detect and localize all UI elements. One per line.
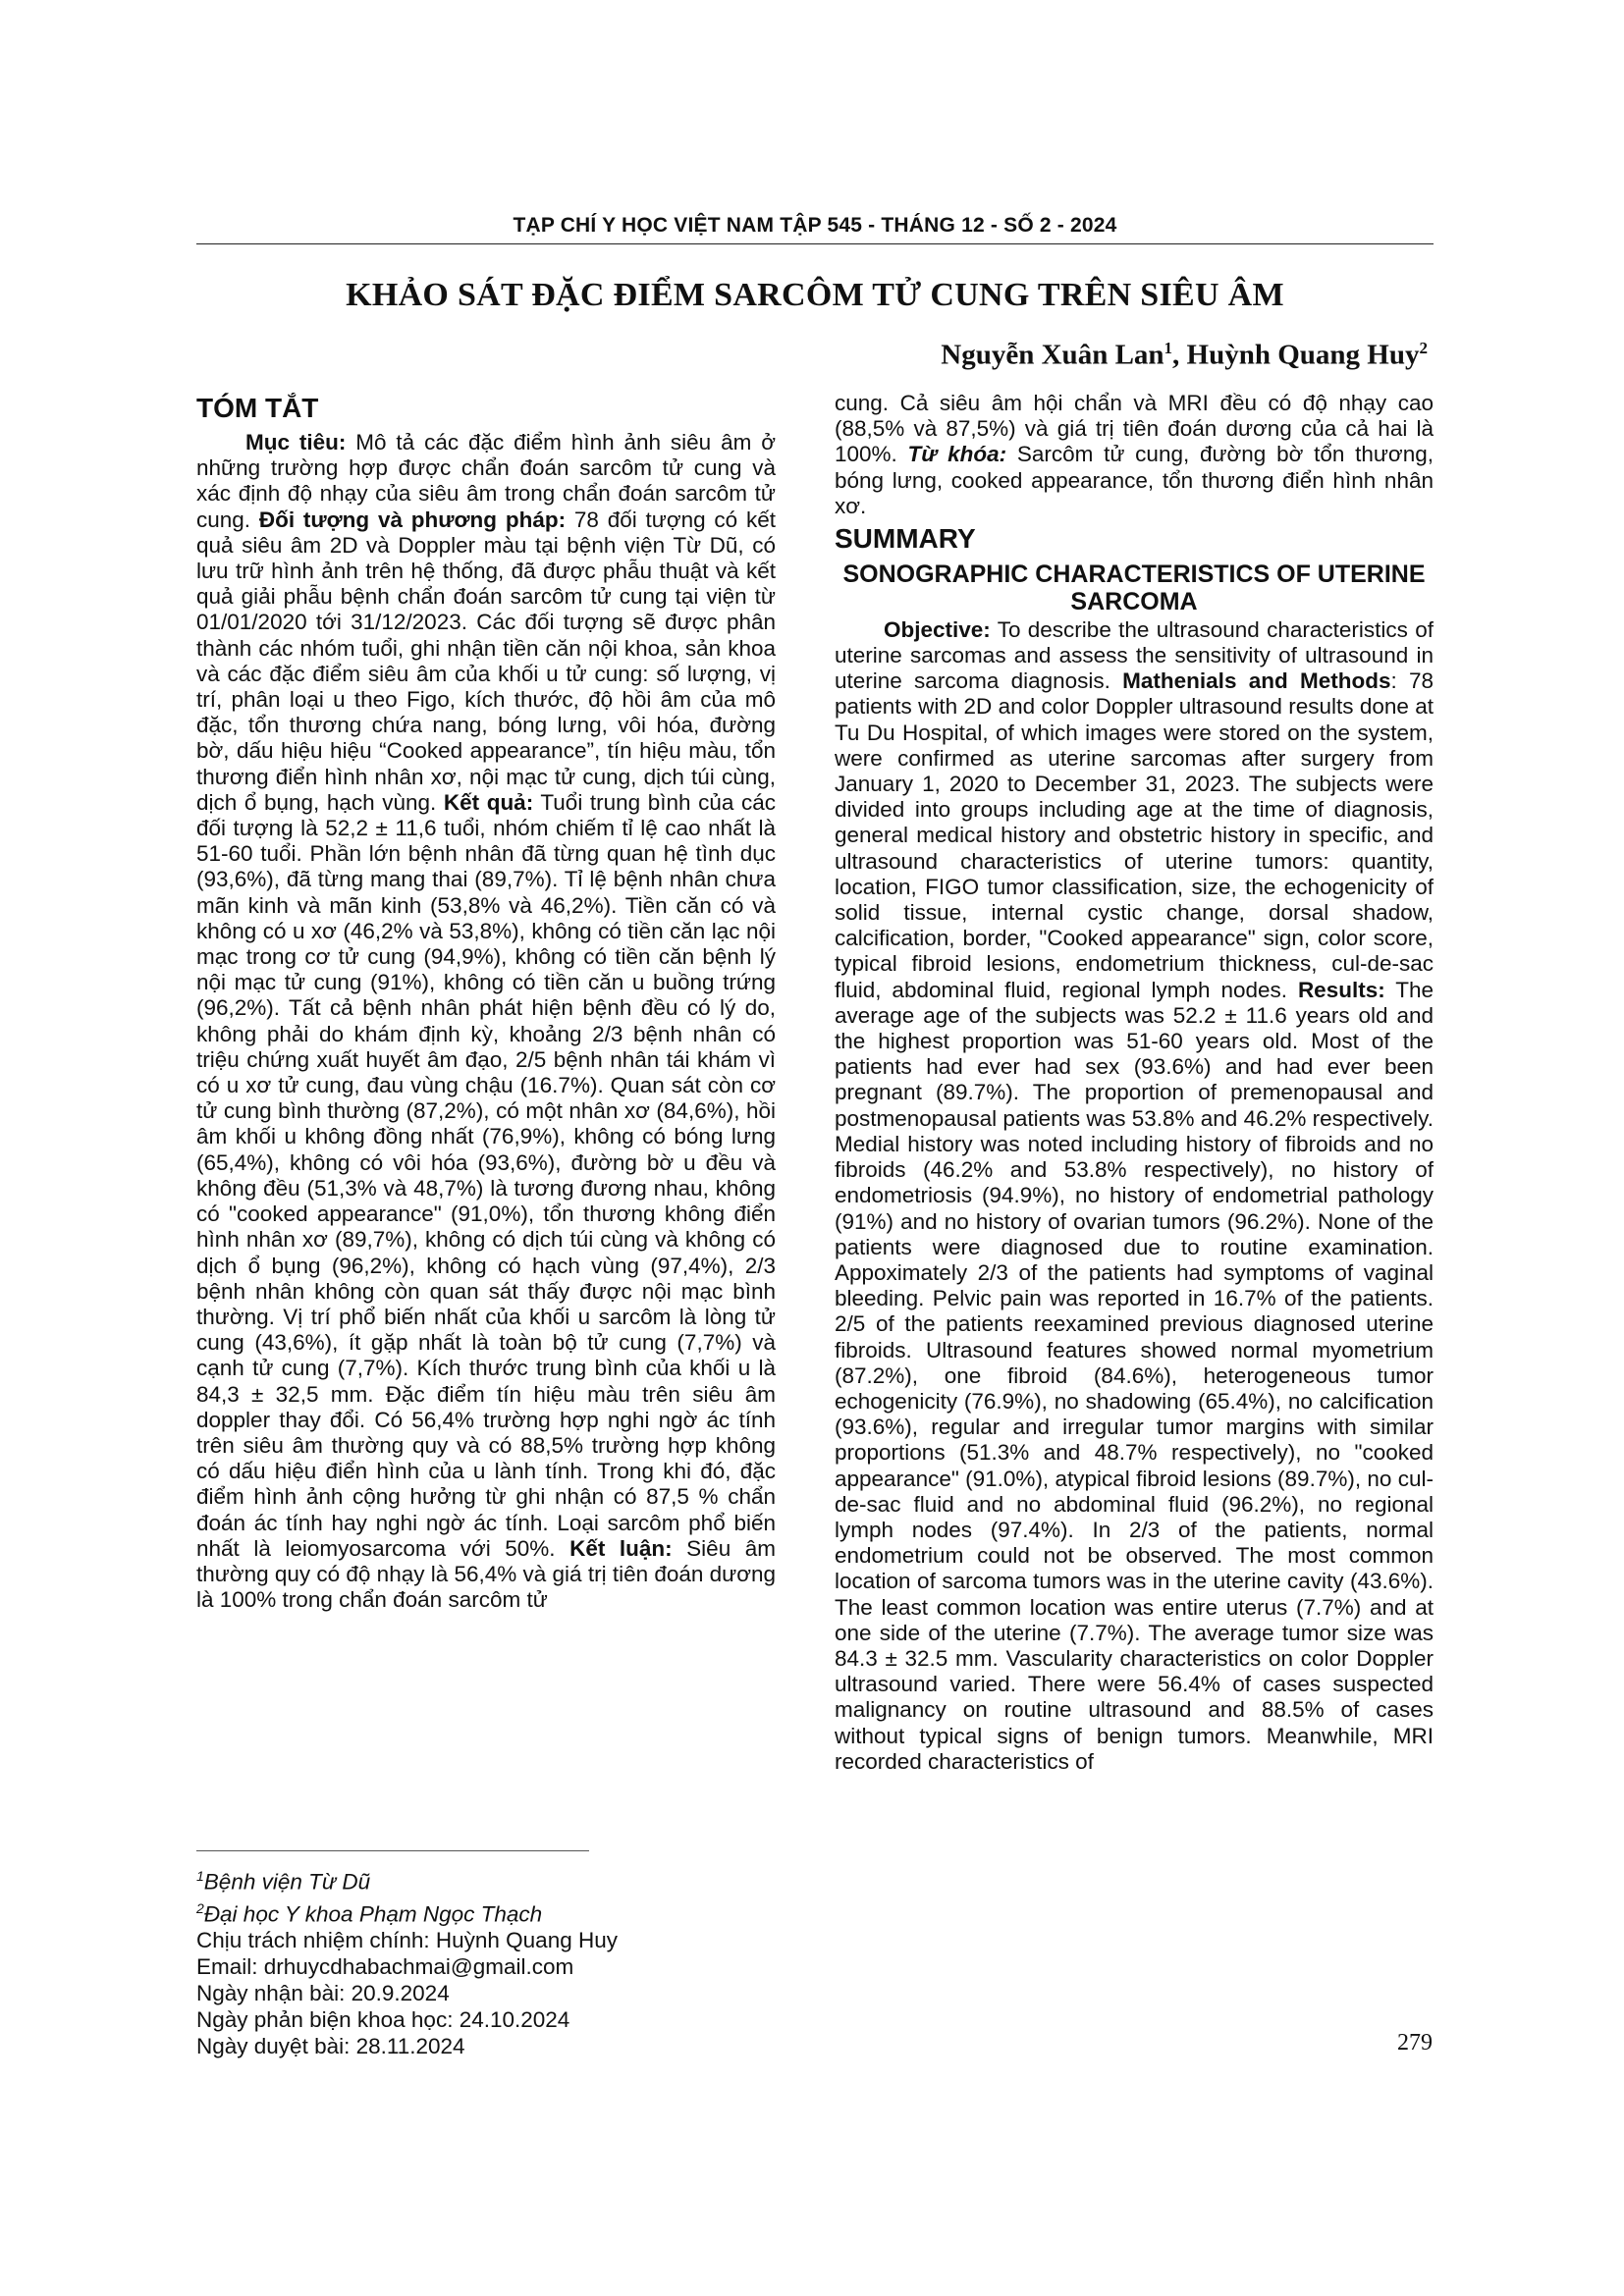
date-reviewed: Ngày phản biện khoa học: 24.10.2024 xyxy=(196,2007,570,2032)
corresponding-author: Chịu trách nhiệm chính: Huỳnh Quang Huy xyxy=(196,1928,618,1952)
spacer xyxy=(835,494,1434,523)
abstract-body-en xyxy=(835,617,1434,1775)
abstract-heading-vi: TÓM TẮT xyxy=(196,393,319,423)
methods-text-en: : 78 patients with 2D and color Doppler ultrasound results done at Tu Du Hospital, of which images were stored on the system, were confirmed as uterine sarcomas after surgery from January 1, 2020 to December 31, 2023. The subjects were divided into groups including age at the time of diagnosis, general medical history and obstetric history in specific, and ultrasound characteristics of uterine tumors: quantity, location, FIGO tumor classification, size, the echogenicity of solid tissue, internal cystic change, dorsal shadow, calcification, border, "Cooked appearance" sign, color score, typical fibroid lesions, endometrium thickness, cul-de-sac fluid, abdominal fluid, regional lymph nodes. xyxy=(835,668,1435,1002)
results-label-en: Results: xyxy=(1297,977,1385,1002)
page-number: 279 xyxy=(1397,2030,1433,2056)
conclusion-text-vi: Siêu âm thường quy có độ nhạy là 56,4% và giá trị tiên đoán dương là 100% trong chẩn đoán sarcôm tử xyxy=(196,1535,777,1613)
authors xyxy=(941,339,1428,372)
results-label-vi: Kết quả: xyxy=(443,789,534,815)
objective-text-vi: Mô tả các đặc điểm hình ảnh siêu âm ở những trường hợp được chẩn đoán sarcôm tử cung và xác định độ nhạy của siêu âm trong chẩn đoán sarcôm tử cung. xyxy=(196,430,776,532)
journal-header: TẠP CHÍ Y HỌC VIỆT NAM TẬP 545 - THÁNG 12 - SỐ 2 - 2024 xyxy=(513,214,1117,237)
objective-label-vi: Mục tiêu: xyxy=(245,430,347,454)
date-received: Ngày nhận bài: 20.9.2024 xyxy=(196,1981,450,2005)
author-email: Email: drhuycdhabachmai@gmail.com xyxy=(196,1954,574,1979)
author-separator: , xyxy=(1172,339,1187,371)
author-1: Nguyễn Xuân Lan xyxy=(941,339,1164,371)
keywords-label-vi: Từ khóa: xyxy=(907,442,1007,467)
conclusion-continued-vi: cung. Cả siêu âm hội chẩn và MRI đều có độ nhạy cao (88,5% và 87,5%) và giá trị tiên đoán dương của cả hai là 100%. xyxy=(835,391,1434,467)
results-text-en: The average age of the subjects was 52.2 ± 11.6 years old and the highest proportion was 51-60 years old. Most of the patients had ever had sex (93.6%) and had ever been pregnant (89.7%). The proportion of premenopausal and postmenopausal patients was 53.8% and 46.2% respectively. Medial history was noted including history of fibroids and no fibroids (46.2% and 53.8% respectively), no history of endometriosis (94.9%), no history of endometrial pathology (91%) and no history of ovarian tumors (96.2%). None of the patients were diagnosed due to routine examination. Appoximately 2/3 of the patients had symptoms of vaginal bleeding. Pelvic pain was reported in 16.7% of the patients. 2/5 of the patients reexamined previous diagnosed uterine fibroids. Ultrasound features showed normal myometrium (87.2%), one fibroid (84.6%), heterogeneous tumor echogenicity (76.9%), no shadowing (65.4%), no calcification (93.6%), regular and irregular tumor margins with similar proportions (51.3% and 48.7% respectively), no "cooked appearance" (91.0%), atypical fibroid lesions (89.7%), no cul-de-sac fluid and no abdominal fluid (96.2%), no regional lymph nodes (97.4%). In 2/3 of the patients, normal endometrium could not be observed. The most common location of sarcoma tumors was in the uterine cavity (43.6%). The least common location was entire uterus (7.7%) and at one side of the uterine (7.7%). The average tumor size was 84.3 ± 32.5 mm. Vascularity characteristics on color Doppler ultrasound varied. There were 56.4% of cases suspected malignancy on routine ultrasound and 88.5% of cases without typical signs of benign tumors. Meanwhile, MRI recorded characteristics of xyxy=(835,977,1434,1774)
conclusion-label-vi: Kết luận: xyxy=(569,1535,673,1561)
author-2-affiliation: 2 xyxy=(1419,339,1428,357)
affiliation-2-text: Đại học Y khoa Phạm Ngọc Thạch xyxy=(203,1901,543,1926)
abstract-body-vi xyxy=(196,430,776,1613)
summary-title: SONOGRAPHIC CHARACTERISTICS OF UTERINE SARCOMA xyxy=(842,560,1426,615)
article-title: KHẢO SÁT ĐẶC ĐIỂM SARCÔM TỬ CUNG TRÊN SIÊU ÂM xyxy=(346,277,1284,313)
summary-heading: SUMMARY xyxy=(835,522,976,554)
abstract-english-column xyxy=(835,391,1434,1775)
results-text-vi: Tuổi trung bình của các đối tượng là 52,2 ± 11,6 tuổi, nhóm chiếm tỉ lệ cao nhất là 51-60 tuổi. Phần lớn bệnh nhân đã từng quan hệ tình dục (93,6%), đã từng mang thai (89,7%). Tỉ lệ bệnh nhân chưa mãn kinh và mãn kinh (53,8% và 46,2%). Tiền căn có và không có u xơ (46,2% và 53,8%), không có tiền căn lạc nội mạc trong cơ tử cung (94,9%), không có tiền căn bệnh lý nội mạc tử cung (91%), không có tiền căn u buồng trứng (96,2%). Tất cả bệnh nhân phát hiện bệnh đều có lý do, không phải do khám định kỳ, khoảng 2/3 bệnh nhân có triệu chứng xuất huyết âm đạo, 2/5 bệnh nhân tái khám vì có u xơ tử cung, đau vùng chậu (16.7%). Quan sát còn cơ tử cung bình thường (87,2%), có một nhân xơ (84,6%), hồi âm khối u không đồng nhất (76,9%), không có bóng lưng (65,4%), không có vôi hóa (93,6%), đường bờ u đều và không đều (51,3% và 48,7%) là tương đương nhau, không có "cooked appearance" (91,0%), tổn thương không điển hình nhân xơ (89,7%), không có dịch túi cùng và không có dịch ổ bụng (96,2%), không có hạch vùng (97,4%), 2/3 bệnh nhân không còn quan sát thấy được nội mạc bình thường. Vị trí phổ biến nhất của khối u sarcôm là lòng tử cung (43,6%), ít gặp nhất là toàn bộ tử cung (7,7%) và cạnh tử cung (7,7%). Kích thước trung bình của khối u là 84,3 ± 32,5 mm. Đặc điểm tín hiệu màu trên siêu âm doppler thay đổi. Có 56,4% trường hợp nghi ngờ ác tính trên siêu âm thường quy và có 88,5% trường hợp không có dấu hiệu điển hình của u lành tính. Trong khi đó, đặc điểm hình ảnh cộng hưởng từ ghi nhận có 87,5 % chẩn đoán ác tính hay nghi ngờ ác tính. Loại sarcôm phổ biến nhất là leiomyosarcoma với 50%. xyxy=(196,789,777,1561)
author-2: Huỳnh Quang Huy xyxy=(1186,339,1420,371)
author-1-affiliation: 1 xyxy=(1164,339,1173,357)
header-rule xyxy=(196,243,1434,244)
affiliation-2-mark: 2 xyxy=(196,1899,204,1916)
affiliation-1 xyxy=(196,1863,776,1896)
keywords-text-vi: Sarcôm tử cung, đường bờ tổn thương, bóng lưng, cooked appearance, tổn thương điển hình nhân xơ. xyxy=(835,442,1434,518)
objective-label-en: Objective: xyxy=(884,616,991,642)
affiliation-1-mark: 1 xyxy=(196,1868,204,1884)
methods-label-vi: Đối tượng và phương pháp: xyxy=(258,507,567,532)
date-accepted: Ngày duyệt bài: 28.11.2024 xyxy=(196,2034,465,2058)
affiliation-1-text: Bệnh viện Từ Dũ xyxy=(203,1869,371,1895)
methods-label-en: Mathenials and Methods xyxy=(1122,668,1391,694)
abstract-vietnamese xyxy=(196,393,776,1613)
footnotes xyxy=(196,1863,776,2059)
objective-text-en: To describe the ultrasound characteristics of uterine sarcomas and assess the sensitivity of ultrasound in uterine sarcoma diagnosis. xyxy=(835,616,1434,694)
methods-text-vi: 78 đối tượng có kết quả siêu âm 2D và Doppler màu tại bệnh viện Từ Dũ, có lưu trữ hình ảnh trên hệ thống, đã được phẫu thuật và kết quả giải phẫu bệnh chẩn đoán sarcôm tử cung tại viện từ 01/01/2020 tới 31/12/2023. Các đối tượng sẽ được phân thành các nhóm tuổi, ghi nhận tiền căn nội khoa, sản khoa và các đặc điểm siêu âm của khối u tử cung: số lượng, vị trí, phân loại u theo Figo, kích thước, độ hồi âm của mô đặc, tổn thương chứa nang, bóng lưng, vôi hóa, đường bờ, dấu hiệu hiệu “Cooked appearance”, tín hiệu màu, tổn thương điển hình nhân xơ, nội mạc tử cung, dịch túi cùng, dịch ổ bụng, hạch vùng. xyxy=(196,507,776,815)
footnote-rule xyxy=(196,1850,589,1851)
affiliation-2 xyxy=(196,1896,776,1928)
